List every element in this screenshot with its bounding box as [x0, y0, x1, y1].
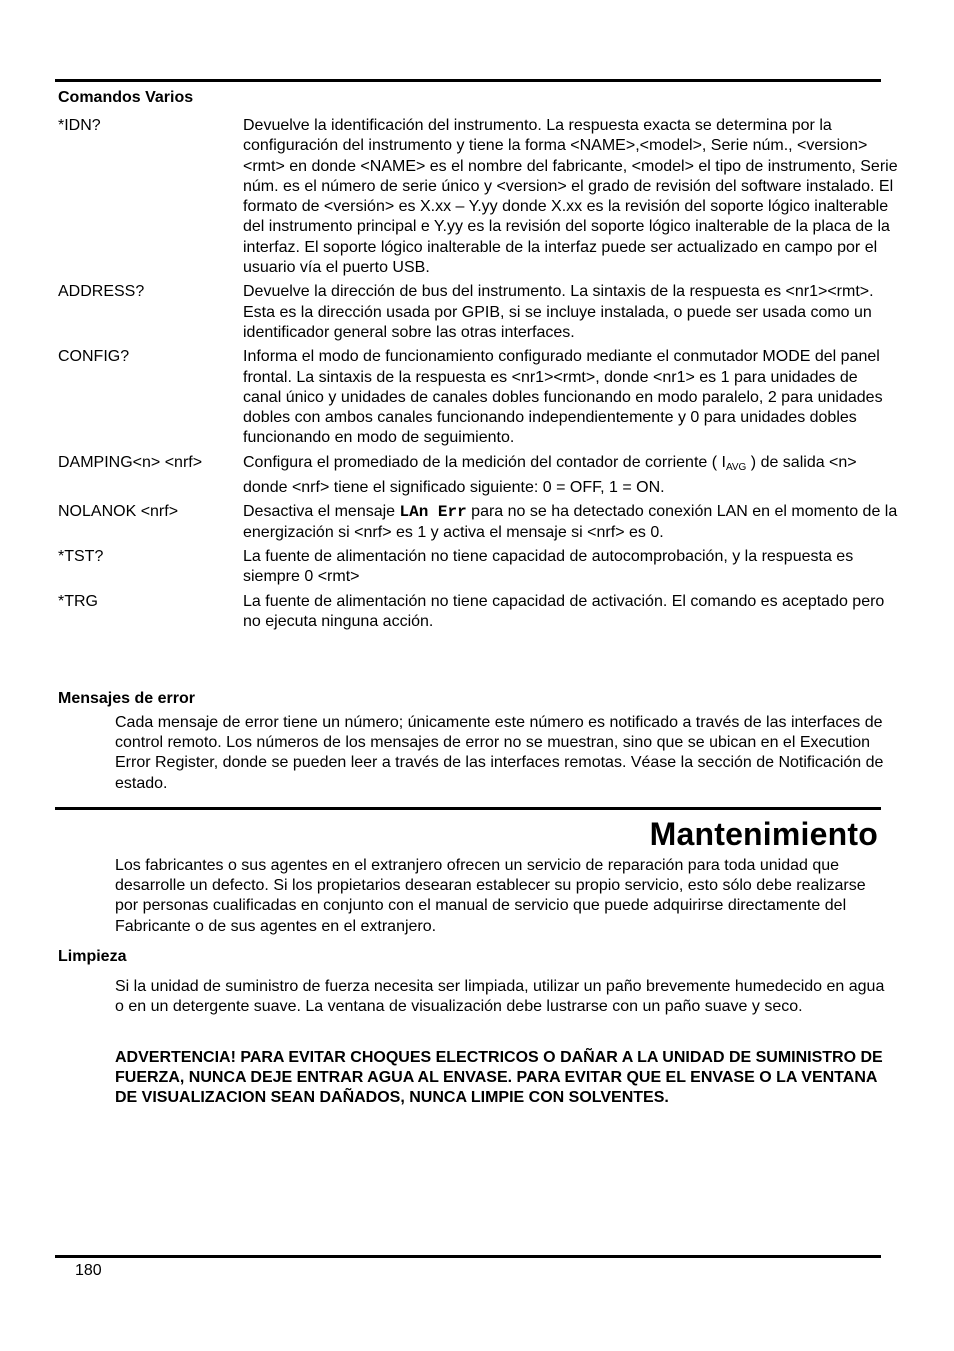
command-description: La fuente de alimentación no tiene capacidad de autocomprobación, y la respuesta es siempre 0 <rmt>: [243, 547, 854, 586]
command-row-trg: [58, 592, 898, 633]
maintenance-paragraph: Los fabricantes o sus agentes en el extranjero ofrecen un servicio de reparación para toda unidad que desarrolle un defecto. Si los propietarios desearan establecer su propio servicio, esto sólo debe realizarse por personas cualificadas en conjunto con el manual de servicio que puede adquirirse directamente del Fabricante o de sus agentes en el extranjero.: [115, 857, 866, 935]
subscript-avg: AVG: [725, 461, 747, 473]
top-rule: [55, 79, 881, 82]
command-name: DAMPING<n> <nrf>: [58, 453, 203, 471]
command-list: [58, 116, 898, 636]
command-row-tst: [58, 547, 898, 588]
description-text: para no se ha detectado conexión LAN en el momento de la energización si <nrf> es 1 y activa el mensaje si <nrf> es 0.: [243, 503, 898, 541]
description-text: Desactiva el mensaje: [243, 503, 400, 521]
description-text: Configura el promediado de la medición del contador de corriente ( I: [243, 453, 726, 471]
cleaning-warning: ADVERTENCIA! PARA EVITAR CHOQUES ELECTRICOS O DAÑAR A LA UNIDAD DE SUMINISTRO DE FUERZA, NUNCA DEJE ENTRAR AGUA AL ENVASE. PARA EVITAR QUE EL ENVASE O LA VENTANA DE VISUALIZACION SEAN DAÑADOS, NUNCA LIMPIE CON SOLVENTES.: [115, 1049, 883, 1107]
description-text: ) de salida <n> donde <nrf> tiene el significado siguiente: 0 = OFF, 1 = ON.: [243, 453, 857, 497]
command-description: Informa el modo de funcionamiento configurado mediante el conmutador MODE del panel frontal. La sintaxis de la respuesta es <nr1><rmt>, donde <nr1> es 1 para unidades de canal único y unidades de canales dobles funcionando en modo paralelo, 2 para unidades dobles con ambos canales funcionando independientemente y 0 para unidades dobles funcionando en modo de seguimiento.: [243, 348, 883, 447]
error-messages-heading: Mensajes de error: [58, 690, 195, 707]
command-row-damping: [58, 453, 898, 499]
command-description: [243, 453, 898, 499]
section-rule: [55, 807, 881, 810]
command-description: Devuelve la identificación del instrumento. La respuesta exacta se determina por la configuración del instrumento y tiene la forma <NAME>,<model>, Serie núm., <version><rmt> en donde <NAME> es el nombre del fabricante, <model> el tipo de instrumento, Serie núm. es el número de serie único y <version> el grado de revisión del software instalado. El formato de <versión> es X.xx – Y.yy donde X.xx es la revisión del soporte lógico inalterable del instrumento principal e Y.yy es la revisión del soporte lógico inalterable de la placa de la interfaz. El soporte lógico inalterable de la interfaz puede ser actualizado en campo por el usuario vía el puerto USB.: [243, 117, 898, 277]
command-name: CONFIG?: [58, 348, 130, 366]
command-name: *IDN?: [58, 117, 101, 134]
cleaning-paragraph: Si la unidad de suministro de fuerza necesita ser limpiada, utilizar un paño brevemente humedecido en agua o en un detergente suave. La ventana de visualización debe lustrarse con un paño suave y seco.: [115, 978, 885, 1016]
command-description: La fuente de alimentación no tiene capacidad de activación. El comando es aceptado pero no ejecuta ninguna acción.: [243, 592, 885, 630]
command-name: *TST?: [58, 547, 104, 565]
misc-commands-heading: Comandos Varios: [58, 89, 194, 106]
error-messages-paragraph: Cada mensaje de error tiene un número; únicamente este número es notificado a través de las interfaces de control remoto. Los números de los mensajes de error no se muestran, sino que se ubican en el Execution Error Register, donde se pueden leer a través de las interfaces remotas. Véase la sección de Notificación de estado.: [115, 714, 884, 792]
command-description: [243, 502, 898, 543]
cleaning-heading: Limpieza: [58, 948, 127, 965]
page-number: 180: [75, 1262, 102, 1279]
command-row-nolanok: [58, 502, 898, 543]
command-name: NOLANOK <nrf>: [58, 503, 179, 521]
command-row-idn: [58, 116, 898, 278]
maintenance-title: Mantenimiento: [649, 816, 878, 852]
command-description: Devuelve la dirección de bus del instrumento. La sintaxis de la respuesta es <nr1><rmt>. Esta es la dirección usada por GPIB, si se incluye instalada, o puede ser usada como un identificador general sobre las otras interfaces.: [243, 283, 874, 341]
command-name: *TRG: [58, 592, 98, 610]
command-name: ADDRESS?: [58, 283, 145, 301]
display-message-code: LAn Err: [399, 503, 467, 522]
command-row-address: [58, 282, 898, 343]
footer-rule: [55, 1255, 881, 1258]
command-row-config: [58, 347, 898, 448]
